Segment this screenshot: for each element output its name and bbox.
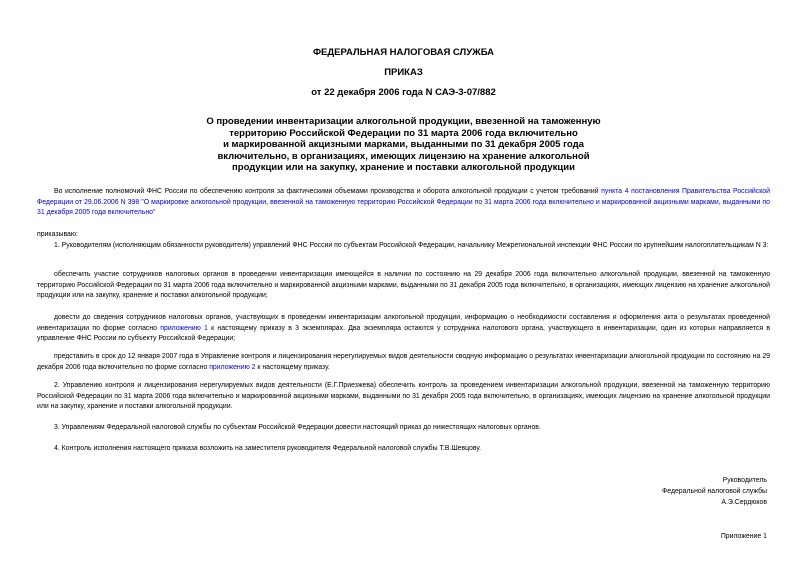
item-2-paragraph: 2. Управлению контроля и лицензирования нерегулируемых видов деятельности (Е.Г.Приезжева) обеспечить контроль за проведением инвентаризации алкогольной продукции, ввезенной на таможенную территорию Российской Федерации по 31 марта 2006 года включительно и маркированной акцизными марками, выданными по 31 декабря 2005 года включительно, в организациях, имеющих лицензию на хранение алкогольной продукции или на закупку, хранение и поставки алкогольной продукции.	[37, 382, 770, 411]
title-line: территорию Российской Федерации по 31 марта 2006 года включительно	[229, 127, 578, 139]
date-number-heading: от 22 декабря 2006 года N САЭ-3-07/882	[311, 87, 496, 98]
title-line: продукции или на закупку, хранение и поставки алкогольной продукции	[232, 162, 575, 174]
doc-type-heading: ПРИКАЗ	[384, 67, 423, 78]
intro-text: Во исполнение полномочий ФНС России по обеспечению контроля за фактическими объемами производства и оборота алкогольной продукции с учетом требований	[54, 188, 602, 195]
document-title	[150, 116, 657, 174]
signature-block	[507, 475, 767, 508]
item-1b-paragraph	[37, 313, 770, 345]
item-1b-text-before: довести до сведения сотрудников налоговых органов, участвующих в проведении инвентаризации алкогольной продукции, информацию о необходимости составления и оформления акта о результатах проведенной инвентаризации по форме согласно	[37, 314, 770, 332]
item-4-paragraph: 4. Контроль исполнения настоящего приказа возложить на заместителя руководителя Федеральной налоговой службы Т.В.Шевцову.	[54, 445, 482, 452]
signature-agency: Федеральной налоговой службы	[662, 488, 767, 495]
item-1c-text-before: представить в срок до 12 января 2007 года в Управление контроля и лицензирования нерегулируемых видов деятельности сводную информацию о результатах инвентаризации алкогольной продукции по состоянию на 29 декабря 2006 года включительно по форме согласно	[37, 353, 770, 371]
item-1a-paragraph: обеспечить участие сотрудников налоговых органов в проведении инвентаризации имеющейся в наличии по состоянию на 29 декабря 2006 года включительно алкогольной продукции, ввезенной на таможенную территорию Российской Федерации по 31 марта 2006 года включительно и маркированной акцизными марками, выданными по 31 декабря 2005 года включительно, в организациях, имеющих лицензию на хранение алкогольной продукции или на закупку, хранение и поставки алкогольной продукции;	[37, 271, 770, 300]
title-line: включительно, в организациях, имеющих лицензию на хранение алкогольной	[217, 150, 590, 162]
item-3-paragraph: 3. Управлениям Федеральной налоговой службы по субъектам Российской Федерации довести настоящий приказ до нижестоящих налоговых органов.	[54, 424, 541, 431]
resolution-link[interactable]: пункта 4 постановления Правительства Российской Федерации от 29.06.2006 N 398 "О маркировке алкогольной продукции, ввезенной на таможенную территорию Российской Федерации по 31 марта 2006 года включительно и маркированной акцизными марками, выданными по 31 декабря 2005 года включительно"	[37, 188, 770, 217]
title-line: и маркированной акцизными марками, выданными по 31 декабря 2005 года	[223, 139, 584, 151]
appendix-2-link[interactable]: приложению 2	[209, 363, 256, 371]
order-word: приказываю:	[37, 231, 78, 238]
item-1c-text-after: к настоящему приказу.	[255, 363, 330, 371]
appendix-label: Приложение 1	[720, 533, 767, 540]
item-1b-text-after: к настоящему приказу в 3 экземплярах. Два экземпляра остаются у сотрудника налогового органа, участвующего в инвентаризации, один из которых направляется в управление ФНС России по субъекту Российской Федерации;	[37, 324, 770, 343]
appendix-1-link[interactable]: приложению 1	[160, 324, 208, 332]
signature-name: А.Э.Сердюков	[721, 499, 767, 506]
signature-role: Руководитель	[722, 477, 767, 484]
title-line: О проведении инвентаризации алкогольной продукции, ввезенной на таможенную	[206, 116, 601, 127]
item-1-paragraph: 1. Руководителям (исполняющим обязанности руководителя) управлений ФНС России по субъектам Российской Федерации, начальнику Межрегиональной инспекции ФНС России по крупнейшим налогоплательщикам N 3:	[54, 242, 769, 249]
item-1c-paragraph	[37, 352, 770, 373]
agency-heading: ФЕДЕРАЛЬНАЯ НАЛОГОВАЯ СЛУЖБА	[312, 47, 495, 58]
intro-paragraph	[37, 187, 770, 219]
